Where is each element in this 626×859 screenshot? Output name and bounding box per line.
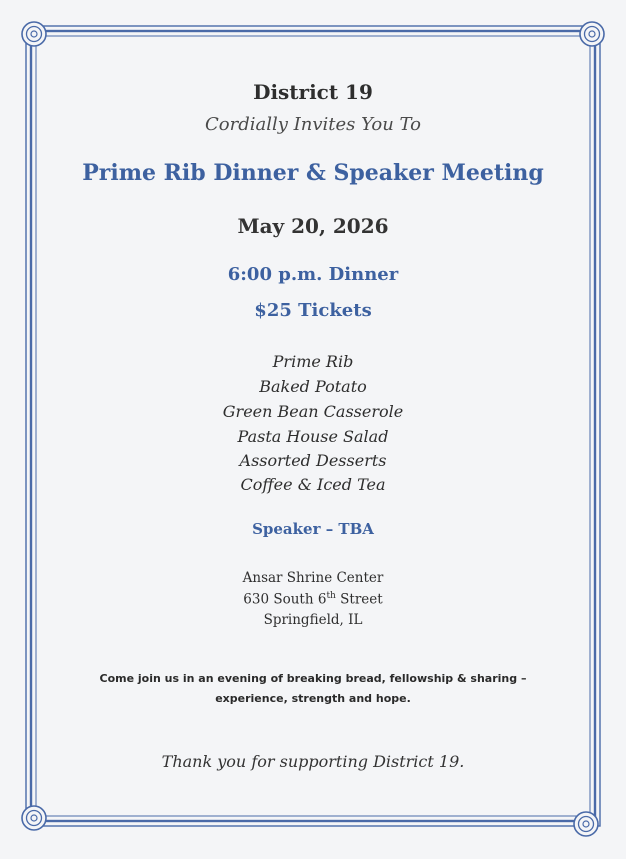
- venue-street-prefix: 630 South 6: [243, 591, 327, 608]
- menu-item: Green Bean Casserole: [222, 402, 404, 421]
- closing-line-2: experience, strength and hope.: [215, 692, 411, 705]
- venue-name: Ansar Shrine Center: [242, 570, 384, 586]
- venue-city: Springfield, IL: [263, 612, 363, 628]
- event-title: Prime Rib Dinner & Speaker Meeting: [82, 160, 544, 186]
- organization-name: District 19: [253, 80, 373, 104]
- closing-line-1: Come join us in an evening of breaking bread, fellowship & sharing –: [99, 672, 527, 685]
- thank-you-line: Thank you for supporting District 19.: [161, 752, 465, 771]
- invitation-content: [40, 0, 586, 859]
- venue-street: [40, 591, 586, 608]
- venue-street-suffix-sup: th: [326, 591, 336, 601]
- event-date: May 20, 2026: [237, 214, 389, 238]
- menu-item: Coffee & Iced Tea: [240, 475, 386, 494]
- menu-item: Pasta House Salad: [237, 427, 389, 446]
- venue-street-suffix: Street: [335, 591, 383, 608]
- menu-item: Assorted Desserts: [239, 451, 387, 470]
- invites-line: Cordially Invites You To: [204, 114, 422, 135]
- speaker-line: Speaker – TBA: [252, 520, 374, 538]
- ticket-price: $25 Tickets: [254, 300, 372, 321]
- menu-item: Prime Rib: [272, 352, 354, 371]
- dinner-time: 6:00 p.m. Dinner: [227, 264, 399, 285]
- menu-item: Baked Potato: [259, 377, 367, 396]
